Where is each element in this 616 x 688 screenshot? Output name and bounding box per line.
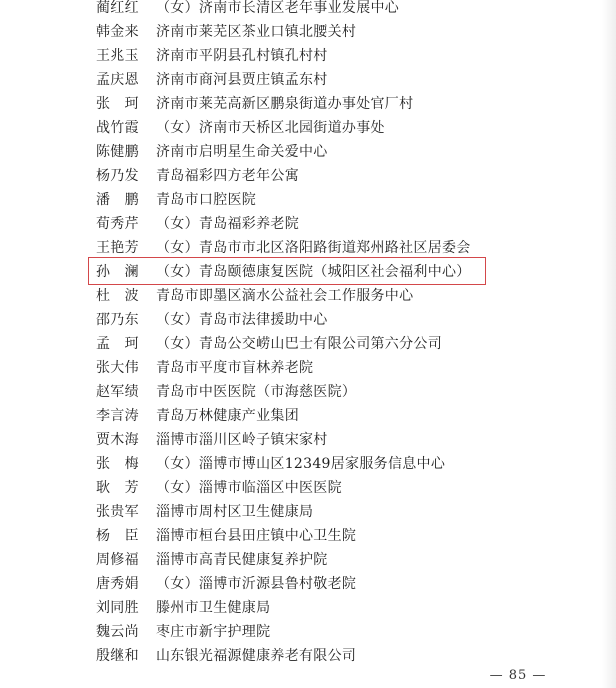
page-number: — 85 — (489, 668, 547, 683)
list-item (96, 46, 328, 66)
page-edge-shadow (602, 0, 616, 688)
organization: 淄博市沂源县鲁村敬老院 (198, 576, 357, 592)
list-item (96, 334, 442, 354)
person-name: 王兆玉 (96, 48, 139, 64)
gender-note: （女） (156, 480, 199, 496)
gender-note: （女） (156, 120, 199, 136)
person-name: 潘 鹏 (96, 192, 139, 208)
list-item (96, 598, 270, 618)
person-name: 杨乃发 (96, 168, 139, 184)
organization: 青岛市市北区洛阳路街道郑州路社区居委会 (198, 240, 471, 256)
gender-note: （女） (156, 0, 199, 16)
person-name: 张大伟 (96, 360, 139, 376)
gender-note: （女） (156, 576, 199, 592)
person-name: 唐秀娟 (96, 576, 139, 592)
list-item (96, 358, 313, 378)
gender-note: （女） (156, 456, 199, 472)
organization: 济南市商河县贾庄镇孟东村 (156, 72, 328, 88)
organization: 青岛颐德康复医院（城阳区社会福利中心） (198, 264, 471, 280)
organization: 青岛市中医医院（市海慈医院） (156, 384, 357, 400)
person-name: 孙 澜 (96, 264, 139, 280)
person-name: 张 梅 (96, 456, 139, 472)
organization: 济南市长清区老年事业发展中心 (198, 0, 400, 16)
organization: 山东银光福源健康养老有限公司 (156, 648, 357, 664)
list-item (96, 166, 299, 186)
organization: 淄博市周村区卫生健康局 (156, 504, 314, 520)
organization: 青岛市即墨区滴水公益社会工作服务中心 (156, 288, 414, 304)
person-name: 陈健鹏 (96, 144, 139, 160)
organization: 淄博市高青民健康复养护院 (156, 552, 328, 568)
person-name: 周修福 (96, 552, 139, 568)
list-item (96, 70, 328, 90)
person-name: 杨 臣 (96, 528, 139, 544)
person-name: 孟 珂 (96, 336, 139, 352)
gender-note: （女） (156, 216, 199, 232)
highlight-annotation-box (88, 257, 486, 285)
list-item (96, 454, 445, 474)
list-item (96, 622, 270, 642)
list-item (96, 526, 356, 546)
organization: 青岛市法律援助中心 (198, 312, 328, 328)
organization: 淄博市博山区12349居家服务信息中心 (198, 456, 446, 472)
list-item (96, 0, 399, 18)
list-item (96, 406, 299, 426)
list-item (96, 646, 356, 666)
list-item (96, 574, 356, 594)
gender-note: （女） (156, 336, 199, 352)
organization: 青岛市口腔医院 (156, 192, 257, 208)
list-item (96, 502, 313, 522)
person-name: 贾木海 (96, 432, 139, 448)
list-item (96, 286, 413, 306)
organization: 枣庄市新宇护理院 (156, 624, 271, 640)
person-name: 殷继和 (96, 648, 139, 664)
organization: 淄博市桓台县田庄镇中心卫生院 (156, 528, 357, 544)
list-item (96, 478, 342, 498)
list-item (96, 430, 328, 450)
organization: 济南市天桥区北园街道办事处 (198, 120, 385, 136)
gender-note: （女） (156, 264, 199, 280)
person-name: 魏云尚 (96, 624, 139, 640)
person-name: 张贵军 (96, 504, 139, 520)
person-name: 张 珂 (96, 96, 139, 112)
organization: 济南市莱芜区茶业口镇北腰关村 (156, 24, 357, 40)
list-item (96, 238, 471, 258)
person-name: 韩金来 (96, 24, 139, 40)
person-name: 刘同胜 (96, 600, 139, 616)
organization: 济南市启明星生命关爱中心 (156, 144, 328, 160)
list-item (96, 550, 328, 570)
organization: 青岛福彩四方老年公寓 (156, 168, 299, 184)
list-item (96, 190, 256, 210)
person-name: 邵乃东 (96, 312, 139, 328)
organization: 青岛公交崂山巴士有限公司第六分公司 (198, 336, 443, 352)
list-item (96, 382, 356, 402)
person-name: 赵军绩 (96, 384, 139, 400)
list-item (96, 310, 328, 330)
organization: 青岛市平度市盲林养老院 (156, 360, 314, 376)
list-item (96, 142, 328, 162)
list-item (96, 22, 356, 42)
gender-note: （女） (156, 240, 199, 256)
person-name: 孟庆恩 (96, 72, 139, 88)
person-name: 荀秀芹 (96, 216, 139, 232)
organization: 济南市平阴县孔村镇孔村村 (156, 48, 328, 64)
person-name: 杜 波 (96, 288, 139, 304)
organization: 滕州市卫生健康局 (156, 600, 271, 616)
person-name: 蔺红红 (96, 0, 139, 16)
person-name: 王艳芳 (96, 240, 139, 256)
gender-note: （女） (156, 312, 199, 328)
organization: 青岛福彩养老院 (198, 216, 300, 232)
organization: 济南市莱芜高新区鹏泉街道办事处官厂村 (156, 96, 414, 112)
list-item (96, 214, 299, 234)
person-name: 耿 芳 (96, 480, 139, 496)
person-name: 战竹霞 (96, 120, 139, 136)
list-item (96, 94, 413, 114)
organization: 淄博市临淄区中医医院 (198, 480, 342, 496)
organization: 淄博市淄川区岭子镇宋家村 (156, 432, 328, 448)
list-item (96, 118, 385, 138)
organization: 青岛万林健康产业集团 (156, 408, 299, 424)
person-name: 李言涛 (96, 408, 139, 424)
